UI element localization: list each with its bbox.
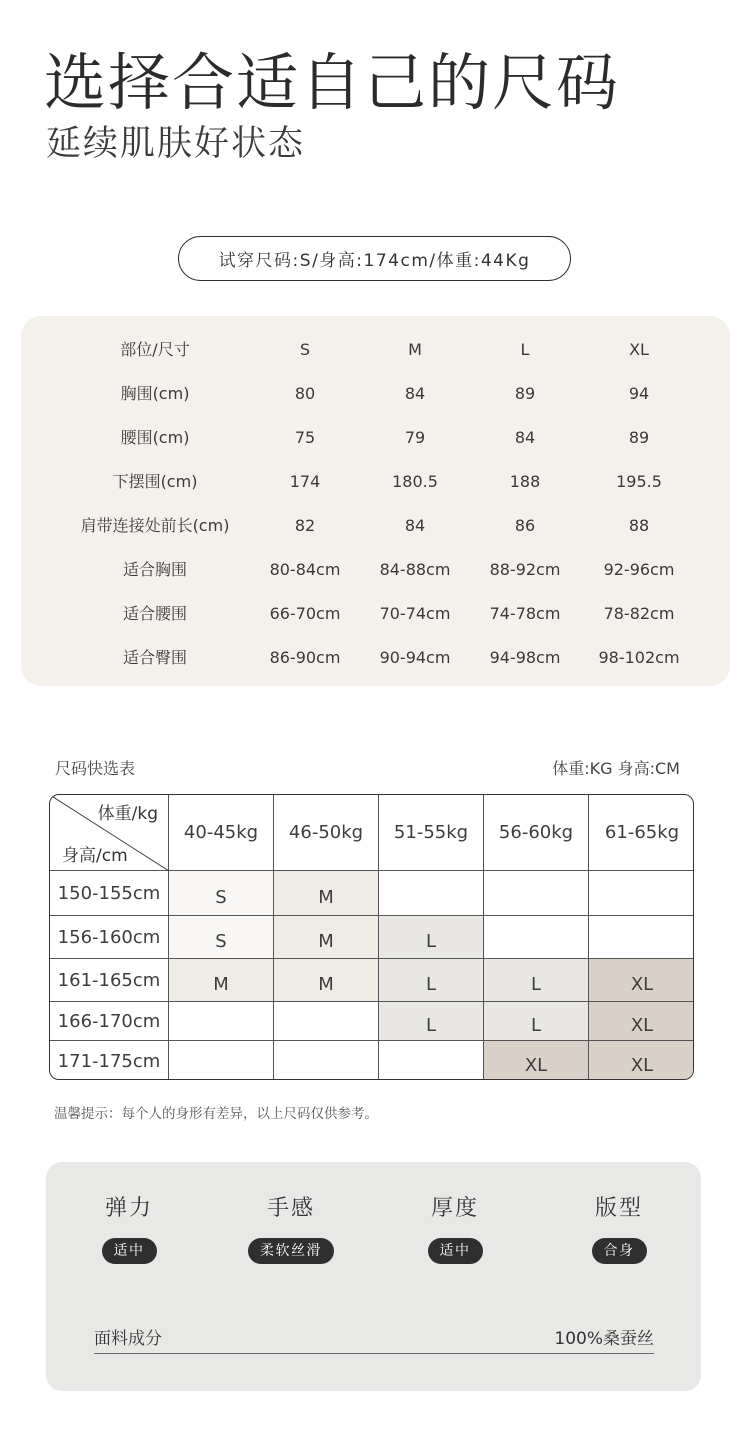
height-header-cell: 166-170cm	[50, 1002, 169, 1041]
spec-row	[21, 372, 730, 416]
size-recommend-cell	[274, 1041, 379, 1080]
spec-value-cell: 75	[294, 428, 316, 447]
spec-value-cell: 88-92cm	[489, 560, 561, 579]
height-header-cell: 150-155cm	[50, 871, 169, 916]
size-note: 温馨提示：每个人的身形有差异，以上尺码仅供参考。	[54, 1106, 378, 1122]
spec-value-cell: 70-74cm	[379, 604, 451, 623]
size-recommend-cell: M	[274, 871, 379, 916]
spec-header-cell: 部位/尺寸	[120, 340, 190, 359]
corner-height-label: 身高/cm	[62, 846, 128, 866]
size-recommend-cell: L	[484, 1002, 589, 1041]
spec-value-cell: 80-84cm	[269, 560, 341, 579]
weight-header-cell: 40-45kg	[169, 795, 274, 871]
size-recommend-cell	[274, 1002, 379, 1041]
spec-row	[21, 636, 730, 680]
weight-header-cell: 61-65kg	[589, 795, 694, 871]
height-header-cell: 161-165cm	[50, 959, 169, 1002]
weight-header-cell: 56-60kg	[484, 795, 589, 871]
weight-header-cell: 46-50kg	[274, 795, 379, 871]
size-recommend-cell: L	[484, 959, 589, 1002]
spec-value-cell: 98-102cm	[598, 648, 680, 667]
fabric-properties-panel	[46, 1162, 701, 1391]
fabric-label: 面料成分	[94, 1329, 162, 1349]
size-recommend-cell	[169, 1041, 274, 1080]
spec-value-cell: 84	[514, 428, 536, 447]
spec-header-cell: L	[520, 340, 530, 359]
spec-value-cell: 84	[404, 384, 426, 403]
size-recommend-cell	[379, 1041, 484, 1080]
spec-row	[21, 548, 730, 592]
size-recommend-cell: M	[274, 959, 379, 1002]
size-recommend-cell: L	[379, 916, 484, 959]
size-recommend-cell: XL	[484, 1041, 589, 1080]
spec-row	[21, 460, 730, 504]
size-recommend-cell: M	[169, 959, 274, 1002]
size-spec-table	[21, 316, 730, 686]
property-name: 弹力	[104, 1196, 153, 1221]
spec-row-label: 适合腰围	[122, 604, 187, 623]
quick-table-title: 尺码快选表	[55, 759, 136, 778]
spec-row-label: 肩带连接处前长(cm)	[80, 516, 230, 535]
size-quick-select-table	[49, 794, 694, 1080]
spec-value-cell: 66-70cm	[269, 604, 341, 623]
size-recommend-cell	[589, 916, 694, 959]
spec-row-label: 下摆围(cm)	[112, 472, 198, 491]
property-item	[395, 1192, 515, 1264]
spec-value-cell: 80	[294, 384, 316, 403]
size-recommend-cell: XL	[589, 1041, 694, 1080]
size-recommend-cell	[484, 871, 589, 916]
property-value-badge: 适中	[428, 1238, 483, 1264]
spec-value-cell: 82	[294, 516, 316, 535]
size-recommend-cell	[484, 916, 589, 959]
spec-row-label: 胸围(cm)	[120, 384, 190, 403]
spec-value-cell: 92-96cm	[603, 560, 675, 579]
spec-value-cell: 86-90cm	[269, 648, 341, 667]
fabric-composition-row	[94, 1322, 654, 1354]
size-recommend-cell: S	[169, 916, 274, 959]
spec-value-cell: 74-78cm	[489, 604, 561, 623]
spec-value-cell: 78-82cm	[603, 604, 675, 623]
height-header-cell: 156-160cm	[50, 916, 169, 959]
page-title: 选择合适自己的尺码	[44, 46, 621, 119]
spec-value-cell: 86	[514, 516, 536, 535]
height-header-cell: 171-175cm	[50, 1041, 169, 1080]
spec-value-cell: 88	[628, 516, 650, 535]
spec-value-cell: 79	[404, 428, 426, 447]
corner-header-cell	[50, 795, 169, 871]
size-recommend-cell	[169, 1002, 274, 1041]
spec-value-cell: 84-88cm	[379, 560, 451, 579]
size-recommend-cell	[379, 871, 484, 916]
spec-value-cell: 195.5	[616, 472, 662, 491]
property-name: 版型	[594, 1196, 643, 1221]
size-recommend-cell: M	[274, 916, 379, 959]
model-info-badge: 试穿尺码:S/身高:174cm/体重:44Kg	[178, 236, 571, 281]
property-item	[69, 1192, 189, 1264]
size-recommend-cell	[589, 871, 694, 916]
property-value-badge: 适中	[102, 1238, 157, 1264]
quick-table-units: 体重:KG 身高:CM	[552, 759, 680, 778]
size-recommend-cell: L	[379, 959, 484, 1002]
spec-header-row	[21, 328, 730, 372]
weight-header-cell: 51-55kg	[379, 795, 484, 871]
size-recommend-cell: S	[169, 871, 274, 916]
spec-row-label: 腰围(cm)	[120, 428, 190, 447]
spec-row	[21, 416, 730, 460]
spec-row	[21, 504, 730, 548]
spec-value-cell: 188	[509, 472, 541, 491]
spec-value-cell: 180.5	[392, 472, 438, 491]
spec-value-cell: 89	[628, 428, 650, 447]
spec-value-cell: 84	[404, 516, 426, 535]
property-value-badge: 柔软丝滑	[248, 1238, 334, 1264]
spec-value-cell: 90-94cm	[379, 648, 451, 667]
spec-header-cell: XL	[629, 340, 649, 359]
size-recommend-cell: L	[379, 1002, 484, 1041]
page-subtitle: 延续肌肤好状态	[46, 124, 306, 164]
property-name: 手感	[266, 1196, 315, 1221]
size-recommend-cell: XL	[589, 959, 694, 1002]
corner-weight-label: 体重/kg	[97, 804, 158, 824]
spec-row-label: 适合胸围	[122, 560, 187, 579]
spec-value-cell: 94	[628, 384, 650, 403]
spec-header-cell: S	[299, 340, 311, 359]
spec-row-label: 适合臀围	[122, 648, 187, 667]
property-item	[559, 1192, 679, 1264]
spec-value-cell: 174	[289, 472, 321, 491]
spec-value-cell: 89	[514, 384, 536, 403]
property-item	[231, 1192, 351, 1264]
spec-row	[21, 592, 730, 636]
spec-value-cell: 94-98cm	[489, 648, 561, 667]
spec-header-cell: M	[408, 340, 422, 359]
size-recommend-cell: XL	[589, 1002, 694, 1041]
property-name: 厚度	[430, 1196, 479, 1221]
fabric-value: 100%桑蚕丝	[554, 1329, 654, 1349]
property-value-badge: 合身	[592, 1238, 647, 1264]
